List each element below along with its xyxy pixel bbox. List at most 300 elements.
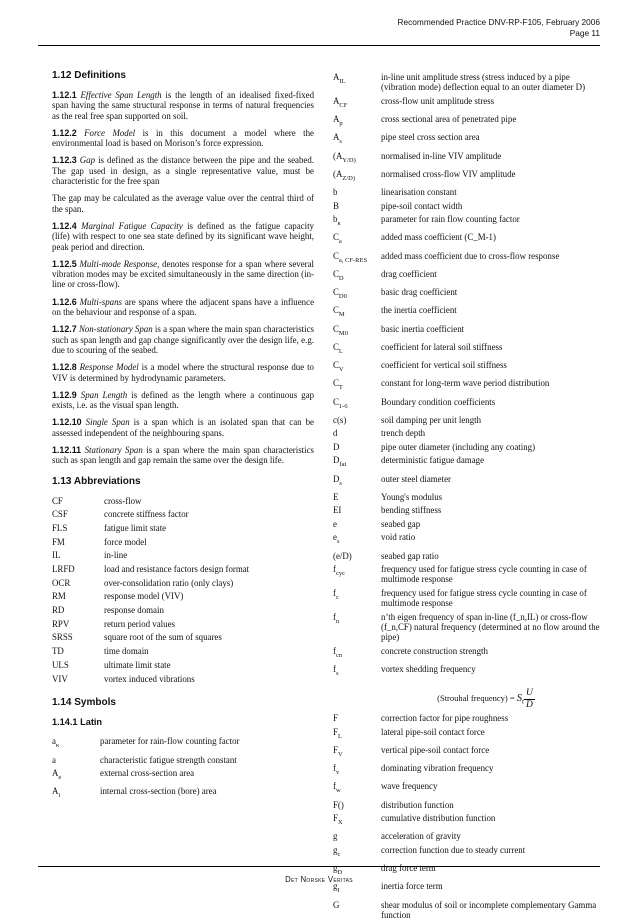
definition-paragraph	[52, 390, 314, 411]
symbol-name	[333, 72, 381, 96]
symbol-base: c(s)	[333, 415, 347, 425]
symbol-subscript: I	[337, 887, 340, 895]
abbreviation-code: RD	[52, 605, 65, 616]
definitions-heading: 1.12 Definitions	[52, 70, 126, 81]
definition-term: Gap	[79, 155, 96, 166]
symbol-base: f	[333, 587, 336, 598]
symbol-name	[333, 415, 381, 428]
definition-paragraph	[52, 128, 314, 149]
symbol-row	[333, 551, 601, 564]
definition-paragraph	[52, 221, 314, 252]
symbol-description: correction factor for pipe roughness	[381, 713, 509, 724]
definition-text: is defined as the distance between the pipe and the seabed. The gap used in design, as a single representative value, must be characteristic for the free span	[52, 155, 315, 187]
abbreviations-heading: 1.13 Abbreviations	[52, 475, 141, 487]
symbol-name	[333, 781, 381, 799]
definition-number: 1.12.2	[52, 127, 77, 138]
symbol-row	[333, 800, 601, 813]
symbol-row	[333, 378, 601, 396]
symbol-row	[333, 428, 601, 441]
symbol-base: F	[333, 813, 338, 824]
symbol-name	[333, 505, 381, 518]
symbol-description: pipe outer diameter (including any coating)	[381, 441, 536, 452]
symbol-subscript: v	[335, 768, 340, 776]
symbol-subscript: M0	[338, 329, 348, 337]
symbol-description: Young's modulus	[381, 491, 443, 502]
definition-text: is defined as the length where a continuous gap exists, i.e. as the visual span length.	[52, 389, 315, 411]
definition-term: Response Model	[79, 362, 139, 373]
symbol-description: correction function due to steady current	[381, 844, 526, 855]
abbreviation-code: LRFD	[52, 564, 75, 575]
symbol-base: C	[333, 232, 339, 243]
abbreviation-row	[52, 550, 249, 564]
symbol-row	[333, 646, 601, 664]
abbreviation-meaning: time domain	[104, 646, 149, 657]
abbreviation-row	[52, 674, 249, 688]
symbol-name	[333, 187, 381, 200]
abbreviation-row	[52, 578, 249, 592]
symbol-row	[333, 214, 601, 232]
symbol-base: A	[52, 786, 59, 797]
symbol-description: coefficient for lateral soil stiffness	[381, 341, 503, 352]
symbol-description: basic drag coefficient	[381, 287, 458, 298]
symbol-description: void ratio	[381, 532, 416, 543]
definition-number: 1.12.8	[52, 362, 77, 373]
symbol-description: cumulative distribution function	[381, 813, 496, 824]
symbol-row	[333, 324, 601, 342]
symbol-description: Boundary condition coefficients	[381, 396, 496, 407]
definition-text: is a model where the structural response due to VIV is determined by hydrodynamic parameters.	[52, 362, 314, 383]
symbol-row	[333, 900, 601, 924]
symbol-name	[333, 612, 381, 646]
definitions-list	[52, 90, 314, 466]
symbol-name	[333, 269, 381, 287]
symbol-subscript: L	[338, 347, 343, 355]
symbol-subscript: s	[335, 669, 339, 677]
definition-text: The gap may be calculated as the average value over the central third of the span.	[52, 193, 314, 214]
symbol-name	[333, 588, 381, 612]
symbol-subscript: 1-6	[338, 402, 348, 410]
abbreviation-code: RPV	[52, 618, 70, 629]
formula-numerator: U	[525, 688, 533, 699]
symbol-subscript: i	[58, 792, 61, 800]
definition-text: is a span where the main span characteristics such as span length and gap change significantly over the design life, e.g. due to scouring of the seabed.	[52, 324, 315, 355]
symbol-name	[333, 442, 381, 455]
abbreviation-code: FM	[52, 536, 65, 547]
symbol-base: D	[333, 473, 340, 484]
abbreviation-code: TD	[52, 646, 64, 657]
abbreviation-row	[52, 496, 249, 510]
abbreviation-meaning: cross-flow	[104, 495, 142, 506]
symbol-base: g	[333, 844, 338, 855]
abbreviation-meaning: force model	[104, 536, 147, 547]
symbol-base: EI	[333, 505, 342, 516]
symbol-subscript: c	[335, 593, 339, 601]
symbol-name	[333, 232, 381, 250]
symbol-description: drag coefficient	[381, 268, 437, 279]
symbol-base: g	[333, 881, 338, 892]
definition-number: 1.12.4	[52, 220, 77, 231]
symbol-row	[333, 845, 601, 863]
footer-rule	[38, 866, 600, 867]
symbol-description: parameter for rain flow counting factor	[381, 214, 520, 225]
definition-number: 1.12.1	[52, 90, 77, 100]
symbol-row	[333, 342, 601, 360]
symbol-row	[333, 187, 601, 200]
symbol-description: frequency used for fatigue stress cycle counting in case of multimode response	[381, 564, 587, 585]
symbol-base: C	[333, 305, 339, 316]
symbol-name	[333, 664, 381, 682]
abbreviation-meaning: return period values	[104, 618, 175, 629]
symbol-description: normalised in-line VIV amplitude	[381, 150, 502, 161]
definition-term: Multi-spans	[79, 296, 122, 307]
symbol-description: pipe steel cross section area	[381, 132, 480, 143]
symbol-base: b	[333, 187, 338, 198]
symbol-base: F	[333, 713, 338, 724]
definition-paragraph	[52, 90, 314, 121]
symbol-base: e	[333, 518, 337, 529]
symbol-description: linearisation constant	[381, 187, 457, 198]
symbol-subscript: X	[337, 818, 343, 826]
definition-text: is the length of an idealised fixed-fixed span having the same structural response in terms of natural frequencies as the real free span supported on soil.	[52, 90, 315, 121]
symbol-name	[333, 360, 381, 378]
symbol-name	[333, 114, 381, 132]
definition-term: Span Length	[80, 389, 128, 400]
abbreviation-row	[52, 632, 249, 646]
symbol-row	[333, 397, 601, 415]
symbol-name	[333, 324, 381, 342]
symbol-base: (A	[333, 150, 343, 161]
symbol-base: D	[333, 441, 340, 452]
symbol-row	[333, 455, 601, 473]
abbreviation-meaning: vortex induced vibrations	[104, 673, 195, 684]
abbreviation-code: RM	[52, 591, 66, 602]
symbol-subscript: D	[337, 868, 343, 876]
symbol-base: D	[333, 455, 340, 466]
symbol-name	[333, 214, 381, 232]
symbol-base: B	[333, 200, 339, 211]
abbreviation-meaning: ultimate limit state	[104, 659, 171, 670]
definition-term: Stationary Span	[84, 445, 143, 456]
symbol-row	[333, 612, 601, 646]
symbol-name	[333, 397, 381, 415]
symbol-subscript: a	[338, 238, 342, 246]
symbol-subscript: fat	[339, 461, 347, 469]
symbol-name	[333, 745, 381, 763]
symbol-name	[333, 428, 381, 441]
symbol-description: cross-flow unit amplitude stress	[381, 95, 495, 106]
symbol-row	[333, 564, 601, 588]
abbreviation-code: CSF	[52, 509, 68, 520]
symbol-subscript: IL	[339, 77, 346, 85]
symbol-base: C	[333, 323, 339, 334]
symbol-row	[333, 519, 601, 532]
abbreviation-code: FLS	[52, 522, 68, 533]
page-header	[398, 17, 600, 39]
symbol-base: E	[333, 491, 339, 502]
symbol-base: F()	[333, 799, 344, 810]
abbreviation-code: SRSS	[52, 632, 73, 643]
symbol-row	[333, 287, 601, 305]
formula-denominator: D	[525, 699, 533, 710]
symbol-base: C	[333, 378, 339, 389]
abbreviation-code: VIV	[52, 673, 68, 684]
definition-text: are spans where the adjacent spans have a influence on the behaviour and response of a span.	[52, 296, 315, 318]
right-column	[333, 72, 601, 924]
symbol-base: A	[333, 72, 340, 82]
symbol-name	[333, 305, 381, 323]
symbol-description: outer steel diameter	[381, 473, 451, 484]
symbol-subscript: D0	[338, 292, 347, 300]
symbol-row	[52, 755, 239, 768]
symbol-row	[333, 201, 601, 214]
symbol-row	[333, 360, 601, 378]
symbol-base: C	[333, 268, 339, 279]
abbreviation-meaning: fatigue limit state	[104, 522, 167, 533]
definition-paragraph	[52, 445, 314, 466]
symbol-name	[333, 551, 381, 564]
definition-paragraph	[52, 362, 314, 383]
definition-text: is a span where the main span characteristics such as span length and gap remain the same over the design life.	[52, 445, 315, 466]
symbol-base: A	[333, 132, 340, 143]
symbol-row	[333, 881, 601, 899]
symbols-heading: 1.14 Symbols	[52, 697, 116, 709]
symbol-row	[333, 588, 601, 612]
symbol-subscript: w	[335, 787, 341, 795]
symbol-name	[333, 201, 381, 214]
abbreviation-row	[52, 619, 249, 633]
symbol-row	[333, 442, 601, 455]
symbol-name	[52, 786, 100, 804]
abbreviation-row	[52, 660, 249, 674]
symbol-description: internal cross-section (bore) area	[100, 786, 217, 797]
symbol-row	[333, 664, 601, 682]
symbol-base: C	[333, 341, 339, 352]
symbol-row	[333, 474, 601, 492]
symbol-name	[333, 251, 381, 269]
abbreviation-meaning: square root of the sum of squares	[104, 632, 222, 643]
symbol-description: parameter for rain-flow counting factor	[100, 736, 240, 747]
symbol-description: inertia force term	[381, 881, 443, 892]
symbol-description: seabed gap ratio	[381, 550, 439, 561]
symbol-row	[333, 305, 601, 323]
symbol-name	[333, 169, 381, 187]
definition-term: Force Model	[84, 127, 136, 138]
symbol-description: drag force term	[381, 863, 436, 874]
latin-symbols-left	[52, 736, 239, 804]
formula-fraction	[524, 688, 535, 710]
symbol-subscript: κ	[337, 219, 341, 227]
symbol-description: characteristic fatigue strength constant	[100, 754, 237, 765]
definition-number: 1.12.11	[52, 445, 82, 456]
symbol-name	[333, 727, 381, 745]
symbol-description: added mass coefficient due to cross-flow response	[381, 250, 560, 261]
symbol-description: dominating vibration frequency	[381, 763, 494, 774]
definition-term: Effective Span Length	[80, 90, 162, 100]
symbol-name	[333, 287, 381, 305]
symbol-name	[333, 151, 381, 169]
symbol-row	[52, 736, 239, 754]
symbol-subscript: a, CF-RES	[338, 256, 368, 264]
abbreviation-code: IL	[52, 550, 61, 561]
abbreviation-meaning: over-consolidation ratio (only clays)	[104, 577, 234, 588]
abbreviation-meaning: response domain	[104, 605, 164, 616]
definition-term: Non-stationary Span	[78, 324, 153, 335]
symbol-description: trench depth	[381, 428, 426, 439]
symbol-name	[333, 455, 381, 473]
symbol-row	[333, 96, 601, 114]
symbol-name	[333, 646, 381, 664]
symbol-name	[333, 492, 381, 505]
symbol-base: A	[333, 95, 340, 106]
symbol-base: f	[333, 611, 336, 622]
symbol-row	[52, 786, 239, 804]
symbol-description: vortex shedding frequency	[381, 664, 476, 675]
symbol-description: bending stiffness	[381, 505, 442, 516]
symbol-row	[333, 745, 601, 763]
definition-number: 1.12.6	[52, 296, 77, 307]
abbreviation-code: ULS	[52, 659, 69, 670]
symbol-name	[52, 768, 100, 786]
symbol-name	[333, 564, 381, 588]
symbol-subscript: CF	[339, 101, 348, 109]
symbol-name	[333, 474, 381, 492]
symbol-base: f	[333, 564, 336, 575]
symbol-row	[333, 781, 601, 799]
symbol-subscript: e	[58, 773, 62, 781]
symbol-description: deterministic fatigue damage	[381, 455, 485, 466]
symbol-base: f	[333, 763, 336, 774]
symbol-name	[333, 900, 381, 924]
symbol-row	[333, 251, 601, 269]
symbol-description: lateral pipe-soil contact force	[381, 726, 485, 737]
symbol-base: C	[333, 250, 339, 261]
symbol-row	[333, 505, 601, 518]
abbreviation-row	[52, 646, 249, 660]
definition-paragraph	[52, 324, 314, 355]
symbol-base: A	[52, 767, 59, 778]
definition-text: is defined as the fatigue capacity (life) with respect to one sea state defined by its significant wave height, peak period and direction.	[52, 220, 314, 252]
symbol-base: F	[333, 726, 338, 737]
definition-number: 1.12.5	[52, 258, 77, 269]
abbreviation-row	[52, 537, 249, 551]
symbol-row	[333, 132, 601, 150]
symbol-description: frequency used for fatigue stress cycle counting in case of multimode response	[381, 587, 587, 609]
definition-paragraph	[52, 417, 314, 438]
symbol-subscript: M	[338, 311, 345, 319]
symbol-name	[333, 800, 381, 813]
abbreviation-meaning: response model (VIV)	[104, 591, 184, 602]
page-footer: Det Norske Veritas	[285, 875, 353, 884]
symbol-name	[333, 763, 381, 781]
symbol-subscript: s	[336, 538, 340, 546]
definition-term: Multi-mode Response	[79, 258, 158, 269]
symbol-name	[333, 519, 381, 532]
symbol-subscript: L	[337, 732, 342, 740]
formula-row	[333, 682, 601, 713]
definition-term: Marginal Fatigue Capacity	[81, 220, 183, 231]
latin-symbols-right	[333, 72, 601, 924]
symbol-row	[333, 269, 601, 287]
abbreviation-code: CF	[52, 495, 63, 506]
symbol-description: normalised cross-flow VIV amplitude	[381, 168, 516, 179]
symbol-description: coefficient for vertical soil stiffness	[381, 360, 507, 371]
symbol-description: distribution function	[381, 799, 454, 810]
symbol-row	[333, 813, 601, 831]
symbol-subscript: s	[339, 479, 342, 487]
symbol-row	[52, 768, 239, 786]
symbol-description: constant for long-term wave period distribution	[381, 378, 550, 389]
header-rule	[38, 45, 600, 46]
symbol-subscript: V	[338, 365, 344, 373]
symbol-row	[333, 72, 601, 96]
latin-subheading: 1.14.1 Latin	[52, 717, 103, 728]
header-page-number: Page 11	[569, 28, 600, 38]
symbol-subscript: cyc	[335, 569, 345, 577]
definition-number: 1.12.7	[52, 324, 77, 335]
symbol-subscript: Y/D)	[342, 156, 356, 164]
symbol-description: pipe-soil contact width	[381, 200, 463, 211]
symbol-name	[333, 96, 381, 114]
definition-term: Single Span	[85, 417, 130, 428]
symbol-base: f	[333, 664, 336, 675]
symbol-description: added mass coefficient (C_M-1)	[381, 232, 496, 243]
symbol-description: cross sectional area of penetrated pipe	[381, 114, 517, 125]
header-title: Recommended Practice DNV-RP-F105, February 2006	[397, 17, 600, 27]
symbol-subscript: p	[339, 119, 343, 127]
symbol-base: a	[52, 754, 56, 765]
definition-number: 1.12.3	[52, 155, 77, 166]
symbol-row	[333, 713, 601, 726]
symbol-base: C	[333, 360, 339, 371]
abbreviation-meaning: load and resistance factors design format	[104, 564, 250, 575]
symbol-subscript: V	[337, 750, 343, 758]
symbol-base: g	[333, 863, 338, 874]
symbol-subscript: cn	[335, 651, 343, 659]
symbol-description: soil damping per unit length	[381, 415, 482, 425]
symbol-base: (A	[333, 168, 343, 179]
symbol-base: (e/D)	[333, 550, 352, 561]
symbol-name	[333, 813, 381, 831]
symbol-subscript: κ	[55, 742, 60, 750]
symbol-description: concrete construction strength	[381, 645, 488, 656]
symbol-name	[333, 132, 381, 150]
abbreviation-row	[52, 605, 249, 619]
symbol-base: f	[333, 781, 336, 792]
abbreviation-meaning: in-line	[104, 550, 128, 561]
symbol-subscript: c	[337, 850, 341, 858]
symbol-base: a	[52, 736, 56, 747]
abbreviation-row	[52, 564, 249, 578]
symbol-description: acceleration of gravity	[381, 831, 461, 842]
symbol-name	[333, 881, 381, 899]
symbol-name	[333, 713, 381, 726]
symbol-subscript: T	[338, 384, 343, 392]
symbol-description: the inertia coefficient	[381, 305, 457, 316]
symbol-name	[333, 845, 381, 863]
symbol-row	[333, 232, 601, 250]
symbol-name	[333, 342, 381, 360]
symbol-description: external cross-section area	[100, 767, 195, 778]
symbol-subscript: n	[335, 617, 340, 625]
symbol-name	[333, 378, 381, 396]
symbol-row	[333, 727, 601, 745]
symbol-row	[333, 492, 601, 505]
symbol-description: shear modulus of soil or incomplete complementary Gamma function	[381, 899, 597, 921]
definition-text: is in this document a model where the environmental load is based on Morison’s force expression.	[52, 127, 314, 149]
symbol-row	[333, 532, 601, 550]
symbol-description: seabed gap	[381, 518, 421, 529]
symbol-row	[333, 763, 601, 781]
